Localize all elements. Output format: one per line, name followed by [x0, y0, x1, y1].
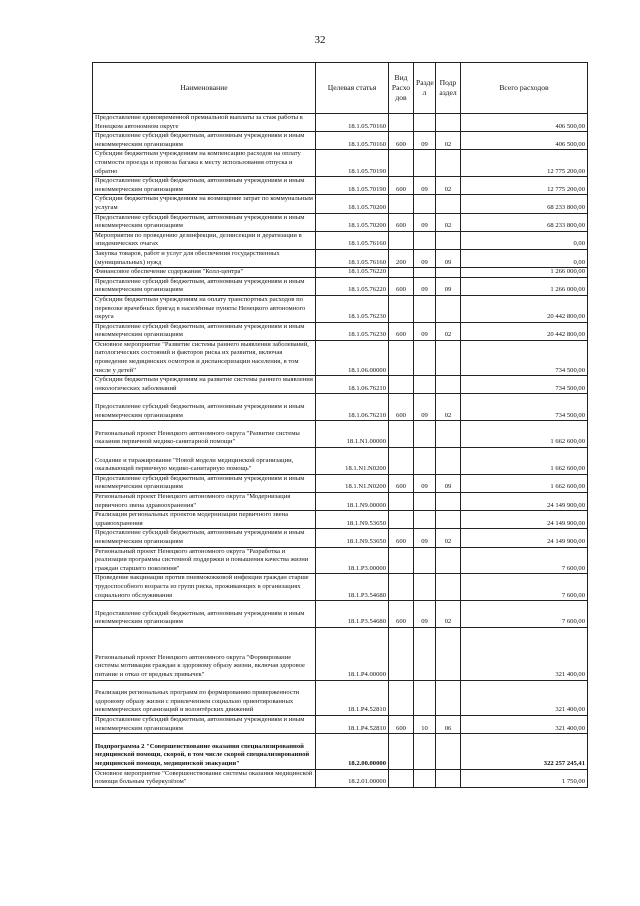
row-amount: 321 400,00 [461, 715, 588, 733]
row-target-code: 18.1.05.76160 [316, 249, 389, 267]
row-subsection [436, 627, 461, 680]
row-expense-type [389, 574, 414, 601]
header-total: Всего расходов [461, 63, 588, 114]
row-section: 09 [414, 322, 436, 340]
row-amount: 0,00 [461, 231, 588, 249]
row-section [414, 448, 436, 475]
row-name: Создание и тиражирование "Новой модели медицинской организации, оказывающей первичную медико-санитарную помощь" [93, 448, 316, 475]
row-section: 09 [414, 529, 436, 547]
row-amount: 734 500,00 [461, 340, 588, 375]
row-name: Субсидии бюджетным учреждениям на возмещение затрат по коммунальным услугам [93, 195, 316, 213]
row-amount: 12 775 200,00 [461, 177, 588, 195]
row-section [414, 340, 436, 375]
row-subsection [436, 231, 461, 249]
row-expense-type [389, 448, 414, 475]
table-row [93, 574, 588, 601]
row-target-code: 18.2.00.00000 [316, 734, 389, 769]
row-target-code: 18.1.05.70160 [316, 132, 389, 150]
row-name: Предоставление субсидий бюджетным, автономным учреждениям и иным некоммерческим организациям [93, 277, 316, 295]
row-target-code: 18.1.P3.54680 [316, 601, 389, 628]
row-target-code: 18.1.05.70160 [316, 114, 389, 132]
row-name: Региональный проект Ненецкого автономного округа "Развитие системы оказания первичной медико-санитарной помощи" [93, 421, 316, 448]
row-subsection [436, 114, 461, 132]
row-target-code: 18.1.05.70190 [316, 177, 389, 195]
row-amount: 7 600,00 [461, 601, 588, 628]
table-row [93, 769, 588, 787]
row-amount: 406 500,00 [461, 114, 588, 132]
row-expense-type [389, 493, 414, 511]
row-subsection [436, 547, 461, 574]
row-section [414, 295, 436, 322]
row-amount: 406 500,00 [461, 132, 588, 150]
table-row [93, 195, 588, 213]
row-subsection: 09 [436, 474, 461, 492]
row-expense-type [389, 547, 414, 574]
table-row [93, 132, 588, 150]
row-expense-type [389, 268, 414, 278]
row-subsection [436, 769, 461, 787]
row-target-code: 18.2.01.00000 [316, 769, 389, 787]
row-name: Основное мероприятие "Совершенствование системы оказания медицинской помощи больным туберкулёзом" [93, 769, 316, 787]
row-amount: 24 149 900,00 [461, 511, 588, 529]
table-row [93, 529, 588, 547]
row-name: Предоставление субсидий бюджетным, автономным учреждениям и иным некоммерческим организациям [93, 213, 316, 231]
table-row [93, 268, 588, 278]
row-section [414, 574, 436, 601]
row-section [414, 195, 436, 213]
row-amount: 321 400,00 [461, 627, 588, 680]
row-subsection: 09 [436, 277, 461, 295]
row-amount: 1 266 000,00 [461, 268, 588, 278]
row-section [414, 376, 436, 394]
row-name: Предоставление субсидий бюджетным, автономным учреждениям и иным некоммерческим организациям [93, 322, 316, 340]
row-subsection [436, 340, 461, 375]
row-section: 09 [414, 601, 436, 628]
row-section [414, 114, 436, 132]
row-target-code: 18.1.N1.N0200 [316, 474, 389, 492]
row-target-code: 18.1.P4.52810 [316, 715, 389, 733]
table-row [93, 511, 588, 529]
row-subsection: 02 [436, 601, 461, 628]
table-row [93, 177, 588, 195]
row-name: Субсидии бюджетным учреждениям на компенсацию расходов на оплату стоимости проезда и провоза багажа к месту использования отпуска и обратно [93, 150, 316, 177]
row-amount: 24 149 900,00 [461, 529, 588, 547]
table-row [93, 601, 588, 628]
row-amount: 68 233 800,00 [461, 195, 588, 213]
row-target-code: 18.1.P4.52810 [316, 680, 389, 715]
row-name: Предоставление единовременной премиальной выплаты за стаж работы в Ненецком автономном округе [93, 114, 316, 132]
table-row [93, 213, 588, 231]
table-header-row [93, 63, 588, 114]
row-target-code: 18.1.06.00000 [316, 340, 389, 375]
row-expense-type [389, 421, 414, 448]
row-amount: 1 266 000,00 [461, 277, 588, 295]
row-name: Предоставление субсидий бюджетным, автономным учреждениям и иным некоммерческим организациям [93, 177, 316, 195]
row-target-code: 18.1.05.76220 [316, 277, 389, 295]
row-target-code: 18.1.06.76210 [316, 376, 389, 394]
row-expense-type [389, 680, 414, 715]
table-row [93, 474, 588, 492]
row-section [414, 627, 436, 680]
row-name: Предоставление субсидий бюджетным, автономным учреждениям и иным некоммерческим организациям [93, 529, 316, 547]
row-amount: 24 149 900,00 [461, 493, 588, 511]
row-subsection: 02 [436, 529, 461, 547]
row-name: Региональный проект Ненецкого автономного округа "Формирование системы мотивации граждан к здоровому образу жизни, включая здоровое питание и отказ от вредных привычек" [93, 627, 316, 680]
row-expense-type: 600 [389, 394, 414, 421]
row-name: Субсидии бюджетным учреждениям на развитие системы раннего выявления онкологических заболеваний [93, 376, 316, 394]
row-amount: 20 442 800,00 [461, 295, 588, 322]
header-name: Наименование [93, 63, 316, 114]
row-name: Предоставление субсидий бюджетным, автономным учреждениям и иным некоммерческим организациям [93, 601, 316, 628]
row-section [414, 150, 436, 177]
row-name: Предоставление субсидий бюджетным, автономным учреждениям и иным некоммерческим организациям [93, 394, 316, 421]
row-name: Реализация региональных программ по формированию приверженности здоровому образу жизни с привлечением социально ориентированных некоммерческих организаций и волонтёрских движений [93, 680, 316, 715]
row-subsection: 02 [436, 213, 461, 231]
row-name: Финансовое обеспечение содержания "Колл-центра" [93, 268, 316, 278]
row-target-code: 18.1.05.76230 [316, 295, 389, 322]
table-row [93, 680, 588, 715]
row-section: 09 [414, 474, 436, 492]
table-row [93, 734, 588, 769]
row-target-code: 18.1.P4.00000 [316, 627, 389, 680]
row-name: Реализация региональных проектов модернизации первичного звена здравоохранения [93, 511, 316, 529]
row-expense-type [389, 231, 414, 249]
row-section: 09 [414, 213, 436, 231]
row-name: Закупка товаров, работ и услуг для обеспечения государственных (муниципальных) нужд [93, 249, 316, 267]
row-expense-type: 600 [389, 529, 414, 547]
header-target: Целевая статья [316, 63, 389, 114]
row-expense-type [389, 734, 414, 769]
row-expense-type [389, 627, 414, 680]
row-subsection [436, 268, 461, 278]
row-subsection [436, 511, 461, 529]
row-section [414, 769, 436, 787]
row-target-code: 18.1.05.70190 [316, 150, 389, 177]
row-target-code: 18.1.05.76220 [316, 268, 389, 278]
row-amount: 7 600,00 [461, 574, 588, 601]
page-number: 32 [314, 34, 326, 46]
row-amount: 7 600,00 [461, 547, 588, 574]
row-section [414, 734, 436, 769]
row-name: Региональный проект Ненецкого автономного округа "Разработка и реализация программы системной поддержки и повышения качества жизни граждан старшего поколения" [93, 547, 316, 574]
row-section [414, 231, 436, 249]
table-row [93, 421, 588, 448]
row-target-code: 18.1.P3.54680 [316, 574, 389, 601]
row-section: 09 [414, 277, 436, 295]
row-expense-type [389, 340, 414, 375]
row-target-code: 18.1.N9.53650 [316, 529, 389, 547]
row-amount: 1 662 600,00 [461, 421, 588, 448]
table-row [93, 448, 588, 475]
row-subsection [436, 150, 461, 177]
row-section: 09 [414, 394, 436, 421]
row-amount: 1 662 600,00 [461, 474, 588, 492]
row-subsection: 02 [436, 132, 461, 150]
row-subsection: 02 [436, 177, 461, 195]
row-subsection: 09 [436, 249, 461, 267]
row-target-code: 18.1.N9.00000 [316, 493, 389, 511]
row-expense-type [389, 195, 414, 213]
row-subsection [436, 448, 461, 475]
row-subsection [436, 421, 461, 448]
table-row [93, 715, 588, 733]
table-row [93, 295, 588, 322]
row-section [414, 511, 436, 529]
row-target-code: 18.1.N1.00000 [316, 421, 389, 448]
row-subsection [436, 195, 461, 213]
table-row [93, 231, 588, 249]
row-subsection: 02 [436, 394, 461, 421]
row-section [414, 547, 436, 574]
row-expense-type [389, 511, 414, 529]
row-name: Предоставление субсидий бюджетным, автономным учреждениям и иным некоммерческим организациям [93, 132, 316, 150]
table-row [93, 277, 588, 295]
expenditure-table [92, 62, 588, 788]
row-subsection [436, 680, 461, 715]
row-expense-type: 600 [389, 715, 414, 733]
row-expense-type: 600 [389, 177, 414, 195]
table-row [93, 394, 588, 421]
row-subsection [436, 493, 461, 511]
row-expense-type: 600 [389, 132, 414, 150]
row-name: Проведение вакцинации против пневмококковой инфекции граждан старше трудоспособного возраста из групп риска, проживающих в организациях социального обслуживания [93, 574, 316, 601]
table-row [93, 322, 588, 340]
row-expense-type: 600 [389, 474, 414, 492]
row-subsection [436, 295, 461, 322]
row-expense-type: 600 [389, 322, 414, 340]
row-section: 09 [414, 249, 436, 267]
row-target-code: 18.1.05.76160 [316, 231, 389, 249]
row-section [414, 268, 436, 278]
row-name: Подпрограмма 2 "Совершенствование оказания специализированной медицинской помощи, скорой, в том числе скорой специализированной медицинской помощи, медицинской эвакуации" [93, 734, 316, 769]
row-section [414, 421, 436, 448]
header-type: Вид Расхо дов [389, 63, 414, 114]
row-amount: 20 442 800,00 [461, 322, 588, 340]
row-expense-type: 600 [389, 277, 414, 295]
row-section [414, 680, 436, 715]
row-subsection [436, 376, 461, 394]
row-expense-type [389, 295, 414, 322]
row-subsection [436, 734, 461, 769]
row-name: Субсидии бюджетным учреждениям на оплату транспортных расходов по перевозке врачебных бригад в населённые пункты Ненецкого автономного округа [93, 295, 316, 322]
row-amount: 68 233 800,00 [461, 213, 588, 231]
row-section: 09 [414, 177, 436, 195]
header-section: Разде л [414, 63, 436, 114]
table-row [93, 547, 588, 574]
row-name: Основное мероприятие "Развитие системы раннего выявления заболеваний, патологических состояний и факторов риска их развития, включая проведение медицинских осмотров и диспансеризации населения, в том числе у детей" [93, 340, 316, 375]
row-target-code: 18.1.06.76210 [316, 394, 389, 421]
row-name: Предоставление субсидий бюджетным, автономным учреждениям и иным некоммерческим организациям [93, 474, 316, 492]
row-target-code: 18.1.05.70200 [316, 213, 389, 231]
row-subsection [436, 574, 461, 601]
table-row [93, 493, 588, 511]
row-name: Предоставление субсидий бюджетным, автономным учреждениям и иным некоммерческим организациям [93, 715, 316, 733]
row-target-code: 18.1.05.76230 [316, 322, 389, 340]
header-subsection: Подр аздел [436, 63, 461, 114]
row-expense-type: 600 [389, 601, 414, 628]
row-amount: 322 257 245,41 [461, 734, 588, 769]
row-subsection: 06 [436, 715, 461, 733]
row-expense-type [389, 376, 414, 394]
row-expense-type [389, 769, 414, 787]
row-amount: 1 750,00 [461, 769, 588, 787]
table-row [93, 627, 588, 680]
row-expense-type [389, 114, 414, 132]
row-name: Мероприятия по проведению дезинфекции, дезинсекции и дератизации в эпидемических очагах [93, 231, 316, 249]
row-expense-type: 200 [389, 249, 414, 267]
row-amount: 734 500,00 [461, 376, 588, 394]
row-name: Региональный проект Ненецкого автономного округа "Модернизация первичного звена здравоохранения" [93, 493, 316, 511]
row-expense-type: 600 [389, 213, 414, 231]
row-subsection: 02 [436, 322, 461, 340]
row-amount: 0,00 [461, 249, 588, 267]
row-section: 09 [414, 132, 436, 150]
row-target-code: 18.1.N9.53650 [316, 511, 389, 529]
table-row [93, 376, 588, 394]
row-amount: 12 775 200,00 [461, 150, 588, 177]
table-row [93, 150, 588, 177]
row-target-code: 18.1.P3.00000 [316, 547, 389, 574]
table-row [93, 340, 588, 375]
table-row [93, 249, 588, 267]
row-amount: 734 500,00 [461, 394, 588, 421]
row-target-code: 18.1.05.70200 [316, 195, 389, 213]
row-section: 10 [414, 715, 436, 733]
row-expense-type [389, 150, 414, 177]
row-amount: 321 400,00 [461, 680, 588, 715]
row-amount: 1 662 600,00 [461, 448, 588, 475]
row-section [414, 493, 436, 511]
row-target-code: 18.1.N1.N0200 [316, 448, 389, 475]
table-row [93, 114, 588, 132]
